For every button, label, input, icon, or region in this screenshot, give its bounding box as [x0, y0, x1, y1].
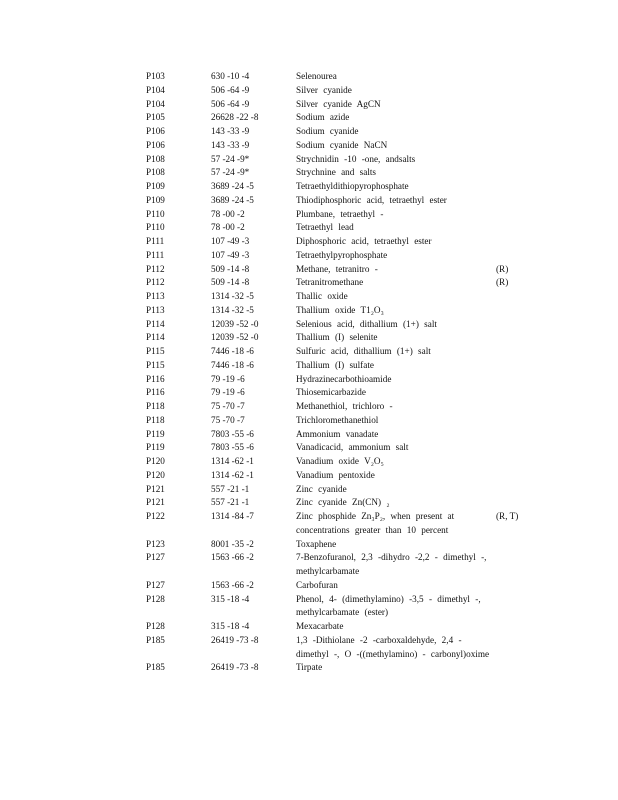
table-row — [0, 249, 618, 263]
cas-number: 75 -70 -7 — [211, 401, 245, 411]
cas-number: 1314 -84 -7 — [211, 511, 254, 521]
chemical-name: Ammonium vanadate — [296, 428, 379, 439]
cas-number: 7803 -55 -6 — [211, 442, 254, 453]
table-row — [0, 551, 618, 579]
table-row — [0, 276, 618, 290]
cas-number: 75 -70 -7 — [211, 414, 245, 425]
cas-number: 143 -33 -9 — [211, 139, 250, 150]
table-row — [0, 180, 618, 194]
cas-number: 557 -21 -1 — [211, 497, 250, 508]
chemical-name: Zinc cyanide Zn(CN) ₂ — [296, 497, 390, 508]
waste-code: P127 — [146, 552, 165, 563]
table-row — [0, 510, 618, 538]
waste-code: P112 — [146, 263, 165, 274]
chemical-name: Selenourea — [296, 71, 337, 81]
cas-number: 509 -14 -8 — [211, 277, 250, 288]
cas-number: 315 -18 -4 — [211, 593, 250, 604]
table-row — [0, 373, 618, 387]
table-row — [0, 359, 618, 373]
waste-code: P108 — [146, 167, 165, 178]
table-row — [0, 194, 618, 208]
chemical-name: Thallic oxide — [296, 291, 348, 301]
waste-code: P104 — [146, 84, 165, 95]
waste-code: P114 — [146, 332, 165, 343]
cas-number: 1314 -62 -1 — [211, 469, 254, 480]
cas-number: 557 -21 -1 — [211, 483, 250, 494]
chemical-name: Plumbane, tetraethyl - — [296, 208, 384, 219]
cas-number: 78 -00 -2 — [211, 222, 245, 233]
chemical-name: Zinc phosphide Zn₃P₂, when present at concentrations greater than 10 percent — [296, 511, 455, 535]
chemical-name: 1,3 -Dithiolane -2 -carboxaldehyde, 2,4 - dimethyl -, O -((methylamino) - carbonyl)oxime — [296, 634, 490, 659]
table-row — [0, 98, 618, 112]
waste-code: P109 — [146, 181, 165, 191]
chemical-name: Hydrazinecarbothioamide — [296, 373, 392, 384]
chemical-name: Sodium azide — [296, 112, 350, 123]
table-row — [0, 111, 618, 125]
table-row — [0, 538, 618, 552]
cas-number: 79 -19 -6 — [211, 387, 245, 398]
chemical-name: Tetraethyl lead — [296, 222, 354, 233]
table-row — [0, 263, 618, 277]
chemical-name: Toxaphene — [296, 538, 337, 549]
cas-number: 1314 -32 -5 — [211, 304, 254, 315]
cas-number: 1563 -66 -2 — [211, 552, 254, 563]
table-row — [0, 235, 618, 249]
cas-number: 1563 -66 -2 — [211, 579, 254, 590]
table-row — [0, 139, 618, 153]
chemical-name: Sodium cyanide — [296, 126, 359, 136]
table-row — [0, 634, 618, 662]
chemical-name: Thiosemicarbazide — [296, 387, 366, 398]
waste-code: P118 — [146, 401, 165, 411]
cas-number: 79 -19 -6 — [211, 373, 245, 384]
chemical-name: Thallium (I) selenite — [296, 332, 378, 343]
waste-code: P110 — [146, 208, 165, 219]
chemical-name: Carbofuran — [296, 579, 338, 590]
chemical-name: Thallium oxide T1₂O₃ — [296, 304, 384, 315]
table-row — [0, 579, 618, 593]
waste-code: P111 — [146, 249, 165, 260]
waste-code: P115 — [146, 359, 165, 370]
cas-number: 7803 -55 -6 — [211, 428, 254, 439]
waste-code: P118 — [146, 414, 165, 425]
cas-number: 509 -14 -8 — [211, 263, 250, 274]
waste-code: P122 — [146, 511, 165, 521]
cas-number: 143 -33 -9 — [211, 126, 250, 136]
chemical-name: Tetranitromethane — [296, 277, 364, 288]
chemical-name: Thallium (I) sulfate — [296, 359, 374, 370]
chemical-name: Tetraethyldithiopyrophosphate — [296, 181, 409, 191]
cas-number: 1314 -62 -1 — [211, 456, 254, 466]
waste-code: P128 — [146, 593, 165, 604]
cas-number: 8001 -35 -2 — [211, 538, 254, 549]
waste-code: P113 — [146, 304, 165, 315]
waste-code: P116 — [146, 373, 165, 384]
waste-code: P185 — [146, 634, 165, 645]
table-row — [0, 441, 618, 455]
cas-number: 107 -49 -3 — [211, 249, 250, 260]
cas-number: 26419 -73 -8 — [211, 662, 259, 673]
table-row — [0, 620, 618, 634]
waste-code: P121 — [146, 497, 165, 508]
waste-code: P104 — [146, 98, 165, 109]
cas-number: 107 -49 -3 — [211, 236, 250, 246]
table-row — [0, 345, 618, 359]
table-row — [0, 386, 618, 400]
chemical-name: Sulfuric acid, dithallium (1+) salt — [296, 346, 431, 356]
waste-code: P106 — [146, 126, 165, 136]
cas-number: 78 -00 -2 — [211, 208, 245, 219]
waste-code: P103 — [146, 71, 165, 81]
chemical-name: Tetraethylpyrophosphate — [296, 249, 388, 260]
chemical-name: Strychnidin -10 -one, andsalts — [296, 153, 416, 164]
cas-number: 7446 -18 -6 — [211, 346, 254, 356]
waste-code: P110 — [146, 222, 165, 233]
table-row — [0, 84, 618, 98]
chemical-name: Methane, tetranitro - — [296, 263, 378, 274]
waste-code: P127 — [146, 579, 165, 590]
cas-number: 7446 -18 -6 — [211, 359, 254, 370]
waste-code: P111 — [146, 236, 165, 246]
chemical-name: Diphosphoric acid, tetraethyl ester — [296, 236, 432, 246]
waste-code: P106 — [146, 139, 165, 150]
table-row — [0, 290, 618, 304]
table-row — [0, 496, 618, 510]
table-row — [0, 125, 618, 139]
waste-code: P120 — [146, 456, 165, 466]
cas-number: 57 -24 -9* — [211, 153, 250, 164]
table-row — [0, 428, 618, 442]
table-row — [0, 70, 618, 84]
waste-code: P109 — [146, 194, 165, 205]
table-row — [0, 331, 618, 345]
chemical-name: Vanadium oxide V₂O₅ — [296, 456, 384, 466]
waste-code: P120 — [146, 469, 165, 480]
waste-code: P112 — [146, 277, 165, 288]
cas-number: 57 -24 -9* — [211, 167, 250, 178]
table-row — [0, 221, 618, 235]
chemical-name: Vanadium pentoxide — [296, 469, 375, 480]
cas-number: 506 -64 -9 — [211, 84, 250, 95]
chemical-name: Methanethiol, trichloro - — [296, 401, 393, 411]
table-row — [0, 414, 618, 428]
waste-code: P115 — [146, 346, 165, 356]
waste-code: P119 — [146, 442, 165, 453]
waste-code: P116 — [146, 387, 165, 398]
waste-code: P123 — [146, 538, 165, 549]
chemical-name: Zinc cyanide — [296, 483, 347, 494]
chemical-name: Strychnine and salts — [296, 167, 376, 178]
waste-code: P185 — [146, 662, 165, 673]
cas-number: 26419 -73 -8 — [211, 634, 259, 645]
cas-number: 3689 -24 -5 — [211, 181, 254, 191]
table-row — [0, 661, 618, 675]
table-row — [0, 166, 618, 180]
chemical-name: Sodium cyanide NaCN — [296, 139, 388, 150]
hazard-flag: (R) — [496, 277, 509, 288]
cas-number: 315 -18 -4 — [211, 621, 250, 631]
chemical-name: Tirpate — [296, 662, 323, 673]
table-row — [0, 153, 618, 167]
waste-code: P113 — [146, 291, 165, 301]
cas-number: 506 -64 -9 — [211, 98, 250, 109]
waste-code: P128 — [146, 621, 165, 631]
chemical-name: 7-Benzofuranol, 2,3 -dihydro -2,2 - dimethyl -, methylcarbamate — [296, 552, 487, 576]
cas-number: 630 -10 -4 — [211, 71, 250, 81]
waste-code: P105 — [146, 112, 165, 123]
cas-number: 12039 -52 -0 — [211, 318, 259, 329]
chemical-name: Mexacarbate — [296, 621, 344, 631]
chemical-name: Silver cyanide — [296, 84, 352, 95]
chemical-name: Thiodiphosphoric acid, tetraethyl ester — [296, 194, 447, 205]
table-row — [0, 455, 618, 469]
hazard-flag: (R, T) — [496, 511, 519, 521]
cas-number: 1314 -32 -5 — [211, 291, 254, 301]
waste-code: P108 — [146, 153, 165, 164]
hazard-flag: (R) — [496, 263, 509, 274]
cas-number: 3689 -24 -5 — [211, 194, 254, 205]
chemical-name: Vanadicacid, ammonium salt — [296, 442, 409, 453]
chemical-name: Selenious acid, dithallium (1+) salt — [296, 318, 437, 329]
document-body — [0, 70, 618, 675]
cas-number: 12039 -52 -0 — [211, 332, 259, 343]
table-row — [0, 400, 618, 414]
cas-number: 26628 -22 -8 — [211, 112, 259, 123]
chemical-name: Trichloromethanethiol — [296, 414, 379, 425]
chemical-name: Phenol, 4- (dimethylamino) -3,5 - dimethyl -, methylcarbamate (ester) — [296, 593, 481, 618]
table-row — [0, 593, 618, 621]
waste-code: P119 — [146, 428, 165, 439]
table-row — [0, 304, 618, 318]
table-row — [0, 318, 618, 332]
table-row — [0, 469, 618, 483]
chemical-name: Silver cyanide AgCN — [296, 98, 381, 109]
waste-code: P121 — [146, 483, 165, 494]
waste-code: P114 — [146, 318, 165, 329]
table-row — [0, 208, 618, 222]
table-row — [0, 483, 618, 497]
